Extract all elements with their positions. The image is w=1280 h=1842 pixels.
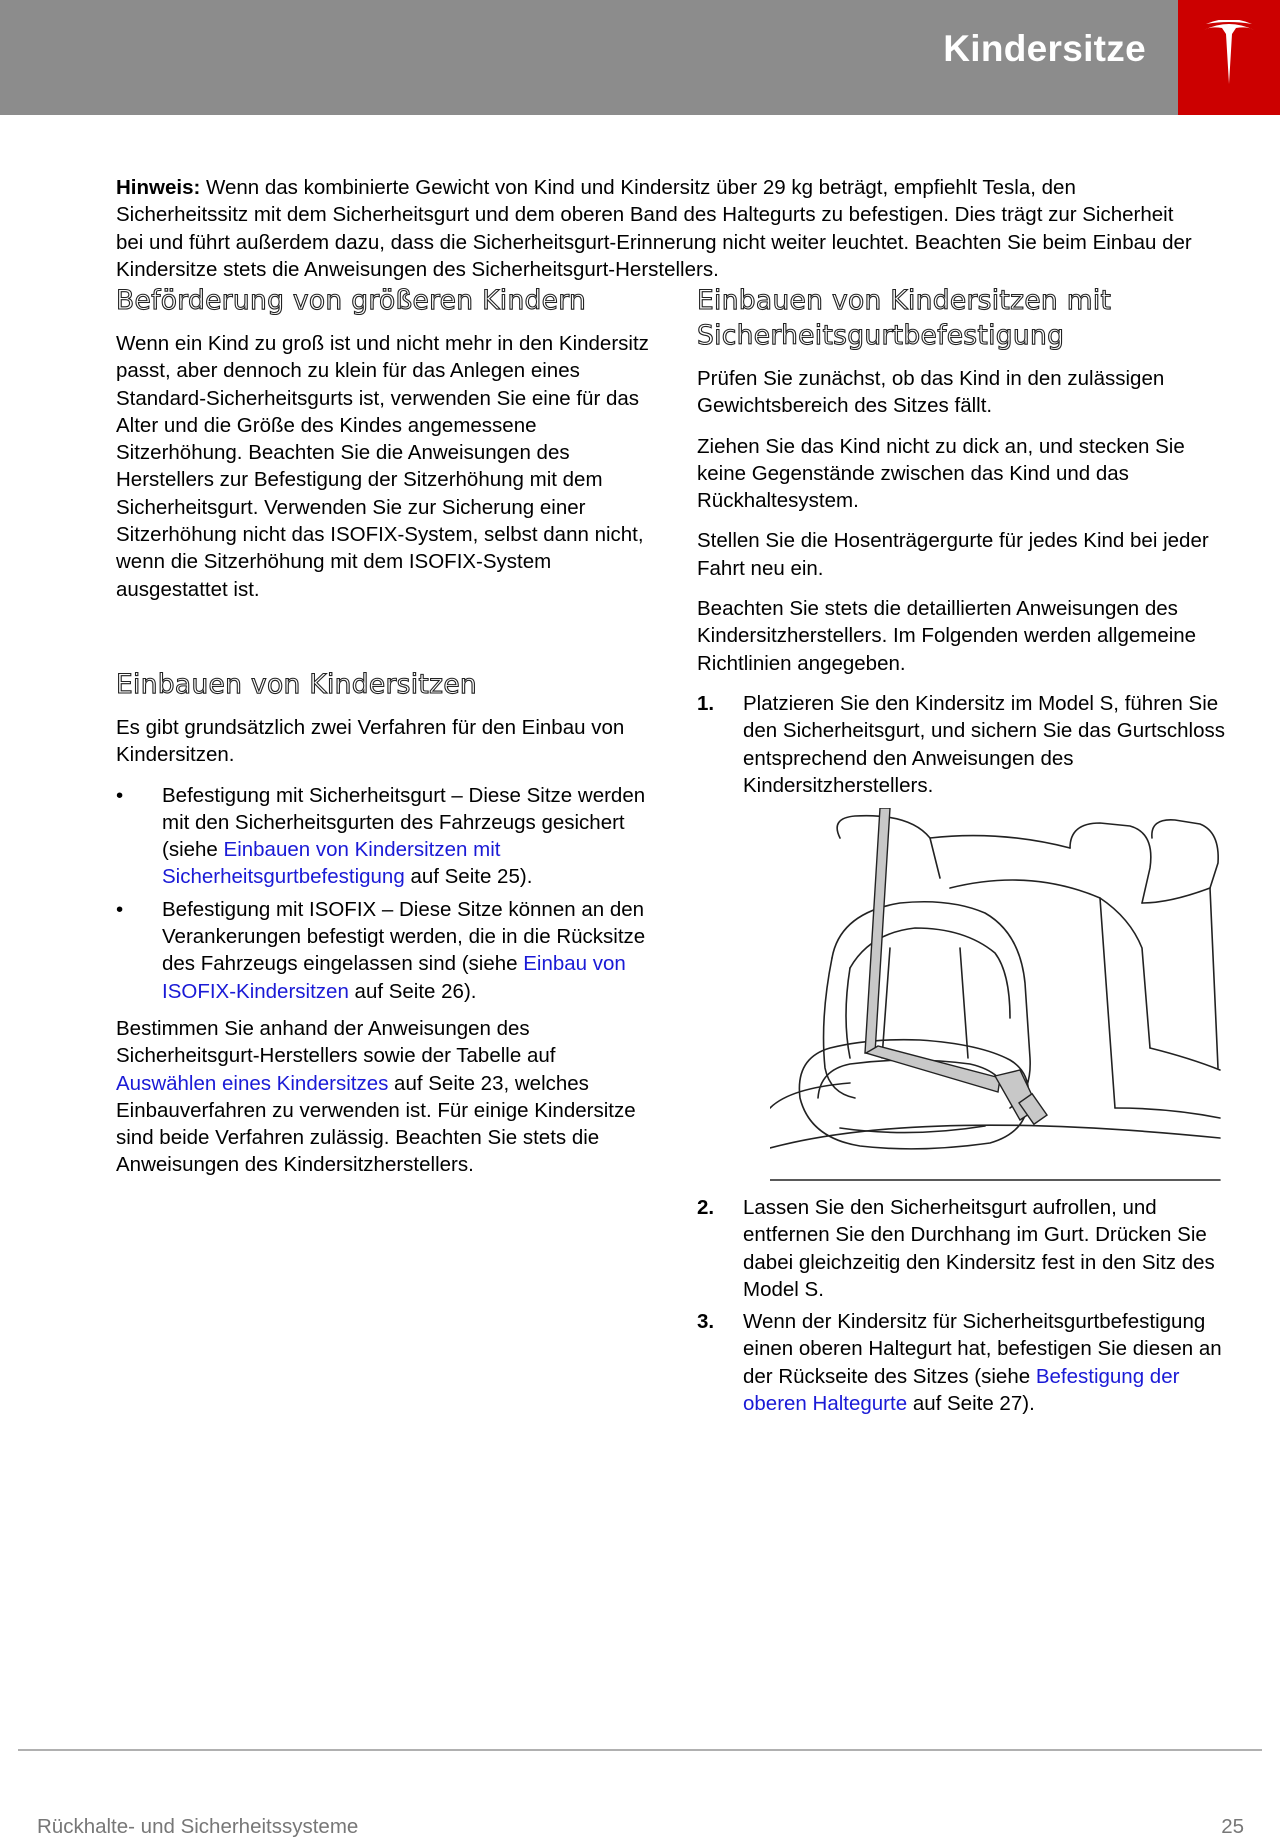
page-title: Kindersitze xyxy=(943,28,1146,69)
list-item xyxy=(697,1308,1237,1417)
section-belt-installation xyxy=(697,283,1237,804)
section-larger-children xyxy=(116,283,656,603)
bullet1-text: Befestigung mit Sicherheitsgurt – Diese Sitze werden mit den Sicherheitsgurten des Fahrzeugs gesichert (siehe xyxy=(162,783,646,862)
list-item xyxy=(116,782,656,891)
section-install-child-seats xyxy=(116,667,656,1179)
page-header-bar xyxy=(0,0,1178,115)
list-item xyxy=(116,896,656,1005)
tesla-logo-box xyxy=(1178,0,1280,115)
link-tether-straps[interactable]: Befestigung der oberen Haltegurte xyxy=(743,1364,1180,1416)
step-number: 1. xyxy=(697,691,715,715)
note-text: Wenn das kombinierte Gewicht von Kind und Kindersitz über 29 kg beträgt, empfiehlt Tesla, den Sicherheitssitz mit dem Sicherheitsgurt und dem oberen Band des Haltegurts zu befestigen. Dies trägt zur Sicherheit bei und führt außerdem dazu, dass die Sicherheitsgurt-Erinnerung nicht weiter leuchtet. Beachten Sie beim Einbau der Kindersitze stets die Anweisungen des Sicherheitsgurt-Herstellers. xyxy=(116,176,1192,281)
belt-p2: Ziehen Sie das Kind nicht zu dick an, und stecken Sie keine Gegenstände zwischen das Kind und das Rückhaltesystem. xyxy=(697,434,1185,513)
step-number: 3. xyxy=(697,1310,715,1334)
step3-text: Wenn der Kindersitz für Sicherheitsgurtbefestigung einen oberen Haltegurt hat, befestigen Sie diesen an der Rückseite des Sitzes (siehe xyxy=(743,1310,1222,1388)
note-label: Hinweis: xyxy=(116,176,201,199)
step2-text: Lassen Sie den Sicherheitsgurt aufrollen, und entfernen Sie den Durchhang im Gurt. Drücken Sie dabei gleichzeitig den Kindersitz fest in den Sitz des Model S. xyxy=(743,1196,1215,1301)
larger-children-body: Wenn ein Kind zu groß ist und nicht mehr in den Kindersitz passt, aber dennoch zu klein für das Anlegen eines Standard-Sicherheitsgurts ist, verwenden Sie eine für das Alter und die Größe des Kindes angemessene Sitzerhöhung. Beachten Sie die Anweisungen des Herstellers zur Befestigung der Sitzerhöhung mit dem Sicherheitsgurt. Verwenden Sie zur Sicherung einer Sitzerhöhung nicht das ISOFIX-System, selbst dann nicht, wenn die Sitzerhöhung mit dem ISOFIX-System ausgestattet ist. xyxy=(116,332,649,601)
tesla-logo-icon xyxy=(1200,20,1258,88)
page-number: 25 xyxy=(1221,1815,1244,1838)
link-isofix-installation[interactable]: Einbau von ISOFIX-Kindersitzen xyxy=(162,952,626,1003)
bullet2-text: Befestigung mit ISOFIX – Diese Sitze können an den Verankerungen befestigt werden, die in die Rücksitze des Fahrzeugs eingelassen sind (siehe xyxy=(162,897,646,976)
closing-after: auf Seite 23, welches Einbauverfahren zu verwenden ist. Für einige Kindersitze sind beide Verfahren zulässig. Beachten Sie stets die Anweisungen des Kindersitzherstellers. xyxy=(116,1071,636,1177)
steps-continued xyxy=(697,1194,1237,1422)
closing-text: Bestimmen Sie anhand der Anweisungen des Sicherheitsgurt-Herstellers sowie der Tabelle auf xyxy=(116,1016,556,1068)
list-item xyxy=(697,690,1237,799)
section-heading-larger-children: Beförderung von größeren Kindern xyxy=(116,285,587,316)
bullet-icon: • xyxy=(116,897,124,921)
note-paragraph xyxy=(116,174,1206,283)
bullet2-after: auf Seite 26). xyxy=(348,979,477,1003)
step3-after: auf Seite 27). xyxy=(907,1392,1035,1416)
footer-section-name: Rückhalte- und Sicherheitssysteme xyxy=(37,1815,359,1838)
bullet-icon: • xyxy=(116,783,124,807)
bullet1-after: auf Seite 25). xyxy=(404,865,533,889)
belt-p3: Stellen Sie die Hosenträgergurte für jedes Kind bei jeder Fahrt neu ein. xyxy=(697,529,1209,580)
step-number: 2. xyxy=(697,1196,715,1219)
steps-list-a xyxy=(697,690,1237,799)
install-closing xyxy=(116,1015,656,1179)
link-choose-child-seat[interactable]: Auswählen eines Kindersitzes xyxy=(116,1071,389,1095)
footer-divider xyxy=(18,1749,1262,1751)
child-seat-illustration xyxy=(770,808,1222,1190)
step1-text: Platzieren Sie den Kindersitz im Model S, führen Sie den Sicherheitsgurt, und sichern Sie das Gurtschloss entsprechend den Anweisungen des Kindersitzherstellers. xyxy=(743,691,1226,797)
list-item xyxy=(697,1194,1237,1303)
section-heading-belt-installation: Einbauen von Kindersitzen mit Sicherheitsgurtbefestigung xyxy=(697,285,1112,351)
install-intro: Es gibt grundsätzlich zwei Verfahren für den Einbau von Kindersitzen. xyxy=(116,716,625,767)
link-belt-installation[interactable]: Einbauen von Kindersitzen mit Sicherheitsgurtbefestigung xyxy=(162,838,501,889)
install-methods-list xyxy=(116,782,656,1005)
section-heading-install-child-seats: Einbauen von Kindersitzen xyxy=(116,669,478,700)
belt-p1: Prüfen Sie zunächst, ob das Kind in den zulässigen Gewichtsbereich des Sitzes fällt. xyxy=(697,367,1165,418)
steps-list-b xyxy=(697,1194,1237,1417)
belt-p4: Beachten Sie stets die detaillierten Anweisungen des Kindersitzherstellers. Im Folgenden werden allgemeine Richtlinien angegeben. xyxy=(697,597,1197,675)
